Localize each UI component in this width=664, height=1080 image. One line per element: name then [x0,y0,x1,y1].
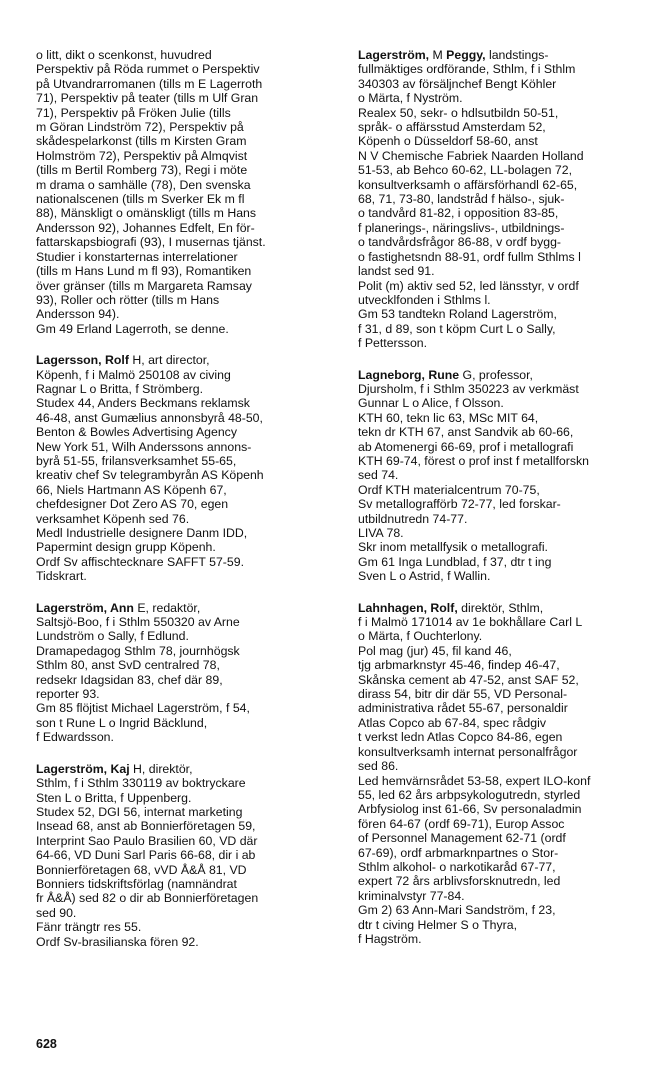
entry-line: Pol mag (jur) 45, fil kand 46, [358,643,512,658]
entry-line: (tills m Bertil Romberg 73), Regi i möte [36,163,248,178]
entry-line: kreativ chef Sv telegrambyrån AS Köpenh [36,468,264,483]
entry-heading-line [358,601,648,615]
entry-line: Saltsjö-Boo, f i Sthlm 550320 av Arne [36,615,240,630]
entry-line: tjg arbmarknstyr 45-46, findep 46-47, [358,658,560,673]
entry-line: sed 86. [358,759,399,774]
biography-entry [358,601,648,947]
entry-name: Lagerström, Ann [36,600,134,615]
entry-line: chefdesigner Dot Zero AS 70, egen [36,497,229,512]
entry-line: f 31, d 89, son t köpm Curt L o Sally, [358,321,556,336]
entry-line: Sthlm 80, anst SvD centralred 78, [36,658,220,673]
entry-line: landst sed 91. [358,264,435,279]
entry-line: 55, led 62 års arbpsykologutredn, styrled [358,787,581,802]
entry-line: f i Malmö 171014 av 1e bokhållare Carl L [358,615,583,630]
entry-line: m drama o samhälle (78), Den svenska [36,177,251,192]
entry-line: t verkst ledn Atlas Copco 84-86, egen [358,730,563,745]
entry-line: 68, 71, 73-80, landstråd f hälso-, sjuk- [358,192,565,207]
entry-line: f Hagström. [358,931,422,946]
entry-line: över gränser (tills m Margareta Ramsay [36,278,252,293]
entry-line: konsultverksamh internat personalfrågor [358,744,578,759]
entry-line: Bonniers tidskriftsförlag (namnändrat [36,876,237,891]
entry-line: Realex 50, sekr- o hdlsutbildn 50-51, [358,105,559,120]
entry-line: Papermint design grupp Köpenh. [36,540,216,555]
entry-line: Köpenh, f i Malmö 250108 av civing [36,367,231,382]
entry-line: Atlas Copco ab 67-84, spec rådgiv [358,715,546,730]
entry-line: Gm 61 Inga Lundblad, f 37, dtr t ing [358,554,552,569]
entry-line: Polit (m) aktiv sed 52, led länsstyr, v ordf [358,278,579,293]
entry-line: Sten L o Britta, f Uppenberg. [36,790,192,805]
entry-title: H, direktör, [129,761,193,776]
entry-heading-line [36,762,326,776]
entry-line: Sthlm alkohol- o narkotikaråd 67-77, [358,859,556,874]
entry-line: dtr t civing Helmer S o Thyra, [358,917,518,932]
entry-line: Gm 49 Erland Lagerroth, se denne. [36,321,229,336]
entry-name: Lagneborg, Rune [358,367,460,382]
entry-line: fören 64-67 (ordf 69-71), Europ Assoc [358,816,565,831]
entry-line: på Utvandrarromanen (tills m E Lagerroth [36,76,263,91]
entry-name: Lagerström, [358,48,430,62]
entry-line: Interprint Sao Paulo Brasilien 60, VD där [36,833,258,848]
entry-name: Lagerström, Kaj [36,761,130,776]
entry-line: o tandvårdsfrågor 86-88, v ordf bygg- [358,235,562,250]
entry-line: Led hemvärnsrådet 53-58, expert ILO-konf [358,773,591,788]
entry-name-given: Peggy, [446,48,486,62]
entry-line: redsekr Idagsidan 83, chef där 89, [36,672,223,687]
entry-line: Gm 2) 63 Ann-Mari Sandström, f 23, [358,903,556,918]
biography-entry [36,601,326,745]
entry-line: Sv metallografförb 72-77, led forskar- [358,497,561,512]
entry-line: Benton & Bowles Advertising Agency [36,425,237,440]
entry-heading-line [358,48,648,62]
entry-line: Ragnar L o Britta, f Strömberg. [36,381,203,396]
entry-line: o fastighetsndn 88-91, ordf fullm Sthlms l [358,249,581,264]
entry-line: f planerings-, näringslivs-, utbildnings- [358,220,565,235]
entry-line: byrå 51-55, frilansverksamhet 55-65, [36,453,237,468]
entry-line: f Edwardsson. [36,730,114,745]
entry-line: konsultverksamh o affärsförhandl 62-65, [358,177,578,192]
entry-line: Perspektiv på Röda rummet o Perspektiv [36,62,260,77]
entry-line: Gm 53 tandtekn Roland Lagerström, [358,307,557,322]
entry-line: 66, Niels Hartmann AS Köpenh 67, [36,482,227,497]
entry-name: Lahnhagen, Rolf, [358,600,458,615]
entry-line: Lundström o Sally, f Edlund. [36,629,189,644]
entry-line: Sthlm, f i Sthlm 330119 av boktryckare [36,776,246,791]
entry-line: 46-48, anst Gumælius annonsbyrå 48-50, [36,410,263,425]
entry-line: KTH 60, tekn lic 63, MSc MIT 64, [358,410,539,425]
entry-line: Andersson 94). [36,307,120,322]
entry-title: landstings- [485,48,549,62]
entry-line: Bonnierföretagen 68, vVD Å&Å 81, VD [36,862,247,877]
entry-line: o litt, dikt o scenkonst, huvudred [36,48,212,62]
entry-line: 64-66, VD Duni Sarl Paris 66-68, dir i ab [36,848,256,863]
entry-line: verksamhet Köpenh sed 76. [36,511,190,526]
entry-line: Fänr trängtr res 55. [36,920,142,935]
entry-line: 93), Roller och rötter (tills m Hans [36,292,220,307]
entry-line: kriminalvstyr 77-84. [358,888,465,903]
biography-entry [358,48,648,351]
continued-entry [36,48,326,336]
entry-line: (tills m Hans Lund m fl 93), Romantiken [36,264,252,279]
entry-line: Gm 85 flöjtist Michael Lagerström, f 54, [36,701,250,716]
entry-heading-line [358,368,648,382]
entry-title: H, art director, [128,353,210,368]
entry-line: ab Atomenergi 66-69, prof i metallografi [358,439,574,454]
entry-line: Ordf Sv affischtecknare SAFFT 57-59. [36,554,244,569]
entry-line: fullmäktiges ordförande, Sthlm, f i Sthlm [358,62,576,77]
left-column [36,48,326,966]
entry-line: Tidskrart. [36,569,87,584]
entry-title: direktör, Sthlm, [457,600,544,615]
entry-line: of Personnel Management 62-71 (ordf [358,831,566,846]
entry-line: Djursholm, f i Sthlm 350223 av verkmäst [358,381,579,396]
entry-line: skådespelarkonst (tills m Kirsten Gram [36,134,247,149]
entry-line: Studex 52, DGI 56, internat marketing [36,804,243,819]
entry-title: E, redaktör, [133,600,201,615]
right-column [358,48,648,963]
entry-line: utvecklfonden i Sthlms l. [358,292,491,307]
entry-line: Medl Industrielle designere Danm IDD, [36,526,248,540]
entry-line: 71), Perspektiv på Fröken Julie (tills [36,105,231,120]
entry-line: fr Å&Å) sed 82 o dir ab Bonnierföretagen [36,891,259,906]
entry-line: sed 74. [358,468,399,483]
entry-line: New York 51, Wilh Anderssons annons- [36,439,252,454]
entry-line: expert 72 års arblivsforsknutredn, led [358,874,561,889]
entry-line: o Märta, f Ouchterlony. [358,629,483,644]
entry-line: m Göran Lindström 72), Perspektiv på [36,120,244,135]
entry-line: 340303 av försäljnchef Bengt Köhler [358,76,557,91]
entry-line: 71), Perspektiv på teater (tills m Ulf Gran [36,91,259,106]
entry-line: språk- o affärsstud Amsterdam 52, [358,120,546,135]
entry-line: Skr inom metallfysik o metallografi. [358,540,548,555]
entry-line: Ordf KTH materialcentrum 70-75, [358,482,540,497]
entry-heading-line [36,601,326,615]
entry-title: G, professor, [459,367,533,382]
entry-line: Holmström 72), Perspektiv på Almqvist [36,148,248,163]
entry-line: tekn dr KTH 67, anst Sandvik ab 60-66, [358,425,574,440]
entry-line: Insead 68, anst ab Bonnierföretagen 59, [36,819,256,834]
entry-line: Andersson 92), Johannes Edfelt, En för- [36,220,255,235]
entry-line: utbildnutredn 74-77. [358,511,468,526]
entry-line: 88), Mänskligt o omänskligt (tills m Hans [36,206,257,221]
entry-line: 67-69), ordf arbmarknpartnes o Stor- [358,845,559,860]
entry-line: nationalscenen (tills m Sverker Ek m fl [36,192,245,207]
entry-line: o tandvård 81-82, i opposition 83-85, [358,206,559,221]
entry-line: Köpenh o Düsseldorf 58-60, anst [358,134,538,149]
entry-line: administrativa rådet 55-67, personaldir [358,701,568,716]
entry-line: Studex 44, Anders Beckmans reklamsk [36,396,250,411]
entry-line: fattarskapsbiografi (93), I musernas tjänst. [36,235,266,250]
entry-name-initial: M [429,48,447,62]
entry-line: sed 90. [36,905,77,920]
entry-line: Studier i konstarternas interrelationer [36,249,238,264]
biography-entry [358,368,648,584]
entry-line: f Pettersson. [358,336,428,351]
entry-line: 51-53, ab Behco 60-62, LL-bolagen 72, [358,163,572,178]
entry-heading-line [36,353,326,367]
entry-line: Gunnar L o Alice, f Olsson. [358,396,504,411]
entry-line: Sven L o Astrid, f Wallin. [358,569,491,584]
entry-line: reporter 93. [36,687,100,702]
entry-name: Lagersson, Rolf [36,353,129,368]
entry-line: Dramapedagog Sthlm 78, journhögsk [36,643,240,658]
entry-line: LIVA 78. [358,526,404,540]
entry-line: N V Chemische Fabriek Naarden Holland [358,148,584,163]
entry-line: o Märta, f Nyström. [358,91,463,106]
entry-line: dirass 54, bitr dir där 55, VD Personal- [358,687,568,702]
biography-entry [36,353,326,584]
entry-line: Arbfysiolog inst 61-66, Sv personaladmin [358,802,582,817]
entry-line: son t Rune L o Ingrid Bäcklund, [36,715,208,730]
entry-line: KTH 69-74, förest o prof inst f metallforskn [358,453,589,468]
entry-line: Ordf Sv-brasilianska fören 92. [36,934,199,949]
entry-line: Skånska cement ab 47-52, anst SAF 52, [358,672,579,687]
biography-entry [36,762,326,949]
page-number: 628 [36,1037,57,1051]
